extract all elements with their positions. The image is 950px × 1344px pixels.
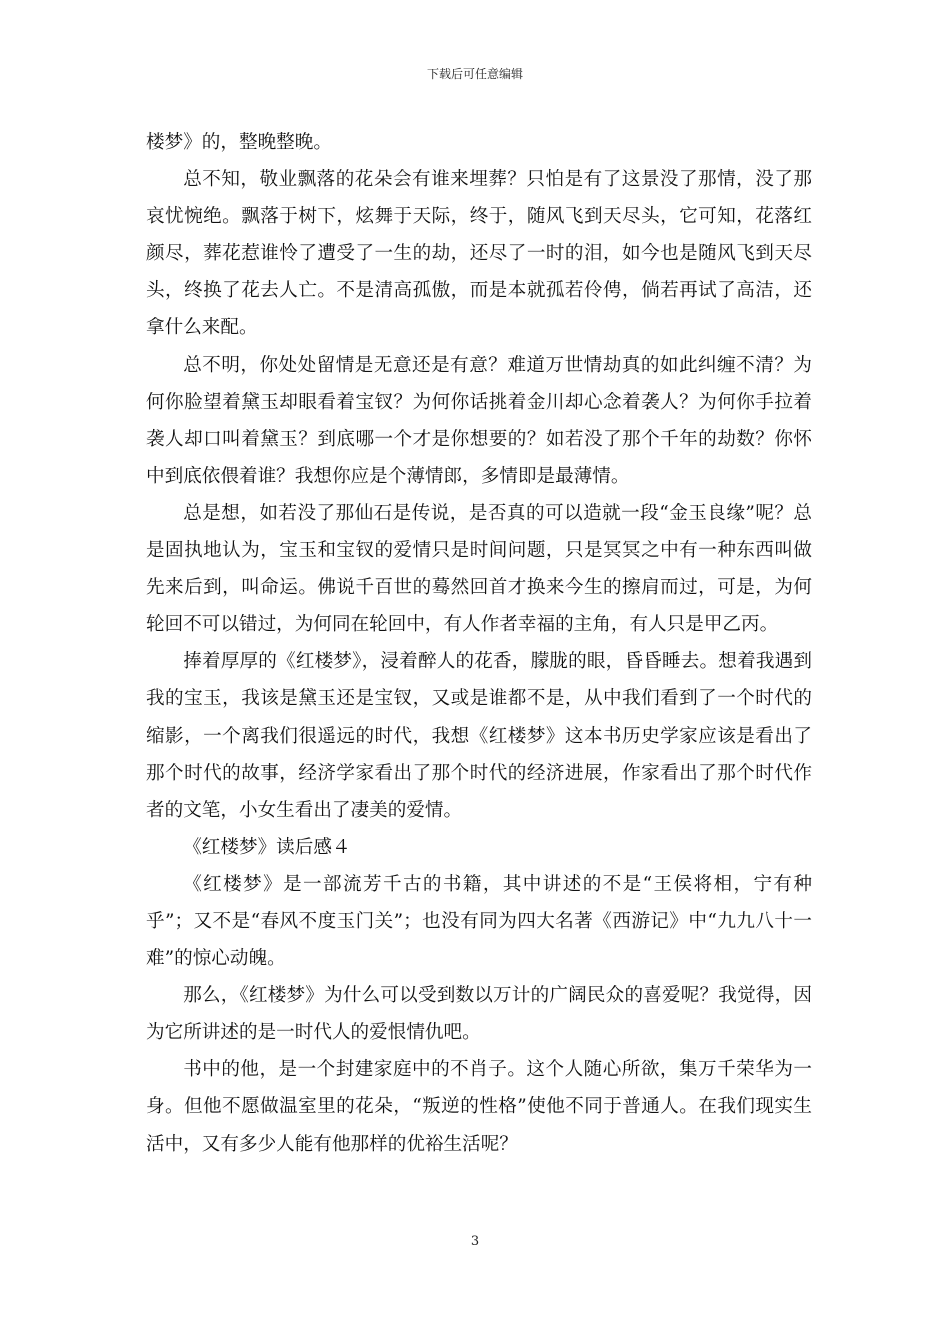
paragraph-2: 总不知，敬业飘落的花朵会有谁来埋葬？只怕是有了这景没了那情，没了那哀忧惋绝。飘落于树下，炫舞于天际，终于，随风飞到天尽头，它可知，花落红颜尽，葬花惹谁怜了遭受了一生的劫，还尽了一时的泪，如今也是随风飞到天尽头，终换了花去人亡。不是清高孤傲，而是本就孤若伶俜，倘若再试了高洁，还拿什么来配。 (146, 169, 812, 339)
document-body (146, 124, 812, 1163)
page-number: 3 (470, 1234, 480, 1249)
paragraph-5: 捧着厚厚的《红楼梦》，浸着醉人的花香，朦胧的眼，昏昏睡去。想着我遇到我的宝玉，我该是黛玉还是宝钗，又或是谁都不是，从中我们看到了一个时代的缩影，一个离我们很遥远的时代，我想《红楼梦》这本书历史学家应该是看出了那个时代的故事，经济学家看出了那个时代的经济进展，作家看出了那个时代作者的文笔，小女生看出了凄美的爱情。 (146, 651, 812, 821)
paragraph-1: 楼梦》的，整晚整晚。 (146, 132, 332, 153)
section-heading: 《红楼梦》读后感４ (183, 836, 351, 858)
paragraph-7: 《红楼梦》是一部流芳千古的书籍，其中讲述的不是“王侯将相，宁有种乎”；又不是“春风不度玉门关”；也没有同为四大名著《西游记》中“九九八十一难”的惊心动魄。 (146, 873, 812, 970)
paragraph-9: 书中的他，是一个封建家庭中的不肖子。这个人随心所欲，集万千荣华为一身。但他不愿做温室里的花朵，“叛逆的性格”使他不同于普通人。在我们现实生活中，又有多少人能有他那样的优裕生活呢？ (146, 1059, 812, 1155)
paragraph-4: 总是想，如若没了那仙石是传说，是否真的可以造就一段“金玉良缘”呢？总是固执地认为，宝玉和宝钗的爱情只是时间问题，只是冥冥之中有一种东西叫做先来后到，叫命运。佛说千百世的蓦然回首才换来今生的擦肩而过，可是，为何轮回不可以错过，为何同在轮回中，有人作者幸福的主角，有人只是甲乙丙。 (146, 502, 812, 636)
paragraph-3: 总不明，你处处留情是无意还是有意？难道万世情劫真的如此纠缠不清？为何你脸望着黛玉却眼看着宝钗？为何你话挑着金川却心念着袭人？为何你手拉着袭人却口叫着黛玉？到底哪一个才是你想要的？如若没了那个千年的劫数？你怀中到底依偎着谁？我想你应是个薄情郎，多情即是最薄情。 (146, 354, 812, 487)
paragraph-8: 那么，《红楼梦》为什么可以受到数以万计的广阔民众的喜爱呢？我觉得，因为它所讲述的是一时代人的爱恨情仇吧。 (146, 985, 812, 1044)
page-header: 下载后可任意编辑 (426, 67, 523, 81)
